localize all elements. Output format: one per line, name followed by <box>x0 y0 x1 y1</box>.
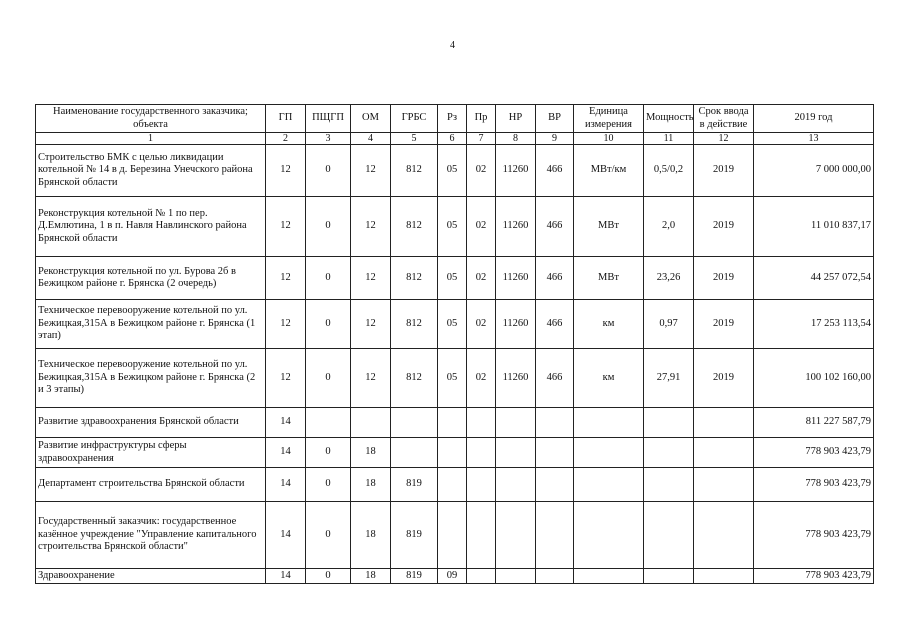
cell-pr: 02 <box>467 300 496 349</box>
cell-term <box>694 408 754 438</box>
col-number: 2 <box>266 133 306 145</box>
cell-rz: 05 <box>438 145 467 197</box>
table-row <box>36 408 874 438</box>
cell-vr <box>536 569 574 584</box>
cell-grbs <box>391 408 438 438</box>
cell-nr: 11260 <box>496 145 536 197</box>
cell-power: 0,97 <box>644 300 694 349</box>
cell-name: Развитие инфраструктуры сферы здравоохранения <box>36 438 266 468</box>
cell-term: 2019 <box>694 145 754 197</box>
cell-name: Техническое перевооружение котельной по ул. Бежицкая,315А в Бежицком районе г. Брянска (2 и 3 этапы) <box>36 349 266 408</box>
cell-power: 0,5/0,2 <box>644 145 694 197</box>
cell-term <box>694 569 754 584</box>
cell-power <box>644 569 694 584</box>
cell-vr: 466 <box>536 257 574 300</box>
cell-amount: 778 903 423,79 <box>754 569 874 584</box>
cell-om: 12 <box>351 349 391 408</box>
col-number: 7 <box>467 133 496 145</box>
cell-amount: 44 257 072,54 <box>754 257 874 300</box>
cell-unit <box>574 408 644 438</box>
cell-pr: 02 <box>467 145 496 197</box>
cell-amount: 100 102 160,00 <box>754 349 874 408</box>
header-pgp: ПЩГП <box>306 105 351 133</box>
cell-gp: 12 <box>266 349 306 408</box>
header-om: ОМ <box>351 105 391 133</box>
cell-name: Здравоохранение <box>36 569 266 584</box>
cell-rz: 05 <box>438 300 467 349</box>
col-number: 11 <box>644 133 694 145</box>
col-number: 8 <box>496 133 536 145</box>
cell-grbs: 819 <box>391 502 438 569</box>
cell-nr <box>496 502 536 569</box>
col-number: 12 <box>694 133 754 145</box>
cell-pgp <box>306 408 351 438</box>
page-number: 4 <box>450 40 455 51</box>
col-number: 13 <box>754 133 874 145</box>
cell-gp: 14 <box>266 408 306 438</box>
cell-om: 18 <box>351 569 391 584</box>
cell-om: 12 <box>351 300 391 349</box>
cell-name: Реконструкция котельной по ул. Бурова 2б в Бежицком районе г. Брянска (2 очередь) <box>36 257 266 300</box>
cell-unit <box>574 569 644 584</box>
col-number: 9 <box>536 133 574 145</box>
cell-pr <box>467 468 496 502</box>
cell-power: 23,26 <box>644 257 694 300</box>
cell-grbs: 812 <box>391 300 438 349</box>
cell-rz: 05 <box>438 257 467 300</box>
cell-rz <box>438 438 467 468</box>
cell-om: 18 <box>351 468 391 502</box>
cell-nr: 11260 <box>496 349 536 408</box>
table-row <box>36 438 874 468</box>
table-row <box>36 502 874 569</box>
cell-nr: 11260 <box>496 300 536 349</box>
cell-pr <box>467 438 496 468</box>
cell-term <box>694 468 754 502</box>
cell-amount: 17 253 113,54 <box>754 300 874 349</box>
cell-name: Развитие здравоохранения Брянской области <box>36 408 266 438</box>
cell-vr <box>536 408 574 438</box>
header-rz: Рз <box>438 105 467 133</box>
table-row <box>36 197 874 257</box>
cell-term: 2019 <box>694 257 754 300</box>
cell-power <box>644 438 694 468</box>
cell-power <box>644 502 694 569</box>
cell-grbs: 819 <box>391 569 438 584</box>
cell-pr <box>467 569 496 584</box>
cell-amount: 11 010 837,17 <box>754 197 874 257</box>
cell-nr <box>496 468 536 502</box>
cell-unit: км <box>574 349 644 408</box>
col-number: 3 <box>306 133 351 145</box>
cell-gp: 14 <box>266 569 306 584</box>
cell-amount: 811 227 587,79 <box>754 408 874 438</box>
table-row <box>36 300 874 349</box>
cell-gp: 14 <box>266 502 306 569</box>
header-vr: ВР <box>536 105 574 133</box>
cell-pgp: 0 <box>306 145 351 197</box>
cell-vr <box>536 468 574 502</box>
cell-amount: 778 903 423,79 <box>754 468 874 502</box>
cell-term: 2019 <box>694 300 754 349</box>
header-amount: 2019 год <box>754 105 874 133</box>
cell-name: Реконструкция котельной № 1 по пер. Д.Емлютина, 1 в п. Навля Навлинского района Брянской области <box>36 197 266 257</box>
header-grbs: ГРБС <box>391 105 438 133</box>
cell-vr <box>536 502 574 569</box>
cell-grbs: 812 <box>391 349 438 408</box>
cell-vr <box>536 438 574 468</box>
cell-grbs: 812 <box>391 197 438 257</box>
cell-power <box>644 468 694 502</box>
table-row <box>36 468 874 502</box>
cell-unit: км <box>574 300 644 349</box>
cell-gp: 12 <box>266 300 306 349</box>
cell-gp: 14 <box>266 468 306 502</box>
cell-unit <box>574 502 644 569</box>
table-row <box>36 569 874 584</box>
cell-om: 12 <box>351 197 391 257</box>
cell-name: Государственный заказчик: государственное казённое учреждение "Управление капитального строительства Брянской области" <box>36 502 266 569</box>
cell-term <box>694 438 754 468</box>
col-number: 1 <box>36 133 266 145</box>
budget-table <box>35 104 874 584</box>
cell-unit: МВт/км <box>574 145 644 197</box>
cell-pgp: 0 <box>306 438 351 468</box>
col-number: 4 <box>351 133 391 145</box>
header-pr: Пр <box>467 105 496 133</box>
cell-name: Техническое перевооружение котельной по ул. Бежицкая,315А в Бежицком районе г. Брянска (1 этап) <box>36 300 266 349</box>
cell-gp: 12 <box>266 257 306 300</box>
cell-nr <box>496 438 536 468</box>
cell-pgp: 0 <box>306 257 351 300</box>
cell-gp: 14 <box>266 438 306 468</box>
col-number: 10 <box>574 133 644 145</box>
cell-om: 18 <box>351 438 391 468</box>
cell-rz <box>438 468 467 502</box>
cell-om: 12 <box>351 257 391 300</box>
cell-pr <box>467 502 496 569</box>
cell-grbs <box>391 438 438 468</box>
cell-nr: 11260 <box>496 257 536 300</box>
cell-term <box>694 502 754 569</box>
cell-pgp: 0 <box>306 502 351 569</box>
table-row <box>36 349 874 408</box>
cell-nr: 11260 <box>496 197 536 257</box>
cell-rz: 05 <box>438 349 467 408</box>
header-nr: НР <box>496 105 536 133</box>
cell-term: 2019 <box>694 197 754 257</box>
cell-pr: 02 <box>467 197 496 257</box>
cell-rz: 05 <box>438 197 467 257</box>
cell-pgp: 0 <box>306 300 351 349</box>
cell-gp: 12 <box>266 145 306 197</box>
cell-amount: 7 000 000,00 <box>754 145 874 197</box>
header-name: Наименование государственного заказчика; объекта <box>36 105 266 133</box>
cell-vr: 466 <box>536 349 574 408</box>
cell-name: Департамент строительства Брянской области <box>36 468 266 502</box>
cell-vr: 466 <box>536 300 574 349</box>
cell-gp: 12 <box>266 197 306 257</box>
cell-unit <box>574 438 644 468</box>
col-number: 6 <box>438 133 467 145</box>
cell-pgp: 0 <box>306 349 351 408</box>
cell-om <box>351 408 391 438</box>
table-row <box>36 145 874 197</box>
cell-pgp: 0 <box>306 468 351 502</box>
header-term: Срок ввода в действие <box>694 105 754 133</box>
col-number: 5 <box>391 133 438 145</box>
cell-pgp: 0 <box>306 569 351 584</box>
cell-pr: 02 <box>467 349 496 408</box>
cell-rz <box>438 408 467 438</box>
header-unit: Единица измерения <box>574 105 644 133</box>
cell-power <box>644 408 694 438</box>
cell-amount: 778 903 423,79 <box>754 502 874 569</box>
cell-vr: 466 <box>536 197 574 257</box>
cell-pgp: 0 <box>306 197 351 257</box>
cell-rz <box>438 502 467 569</box>
cell-nr <box>496 569 536 584</box>
cell-unit: МВт <box>574 197 644 257</box>
cell-grbs: 812 <box>391 145 438 197</box>
cell-nr <box>496 408 536 438</box>
cell-term: 2019 <box>694 349 754 408</box>
table-row <box>36 257 874 300</box>
cell-grbs: 819 <box>391 468 438 502</box>
cell-rz: 09 <box>438 569 467 584</box>
cell-om: 18 <box>351 502 391 569</box>
cell-om: 12 <box>351 145 391 197</box>
cell-power: 27,91 <box>644 349 694 408</box>
cell-amount: 778 903 423,79 <box>754 438 874 468</box>
cell-vr: 466 <box>536 145 574 197</box>
cell-name: Строительство БМК с целью ликвидации котельной № 14 в д. Березина Унечского района Брянской области <box>36 145 266 197</box>
cell-pr <box>467 408 496 438</box>
cell-unit <box>574 468 644 502</box>
cell-unit: МВт <box>574 257 644 300</box>
cell-grbs: 812 <box>391 257 438 300</box>
cell-power: 2,0 <box>644 197 694 257</box>
header-gp: ГП <box>266 105 306 133</box>
cell-pr: 02 <box>467 257 496 300</box>
header-power: Мощность <box>644 105 694 133</box>
